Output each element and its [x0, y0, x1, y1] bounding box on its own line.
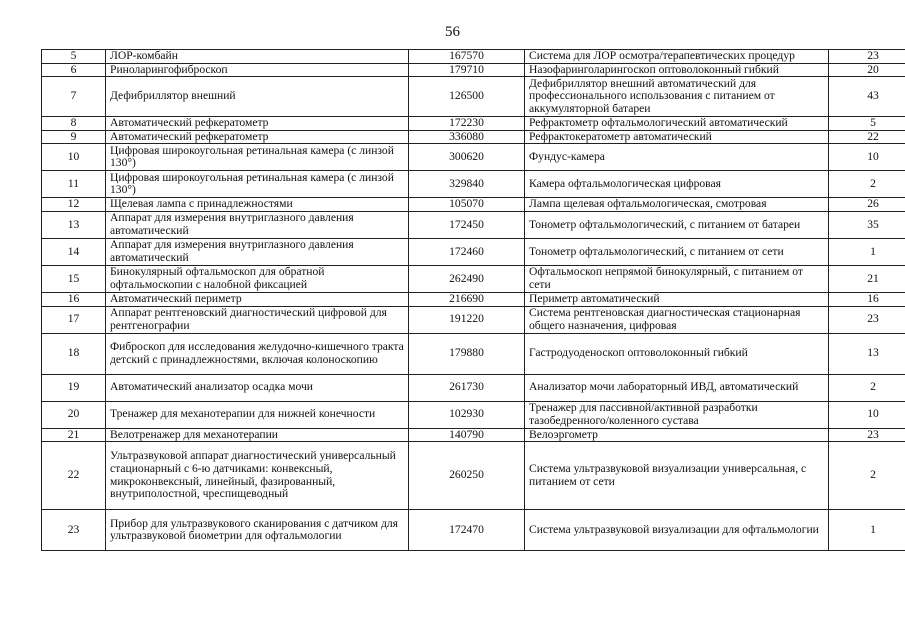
table-row	[42, 428, 905, 442]
equipment-code: 172230	[409, 117, 525, 131]
quantity: 2	[829, 442, 905, 510]
equipment-type: Рефрактокератометр автоматический	[525, 130, 829, 144]
quantity: 1	[829, 238, 905, 265]
equipment-name: Аппарат для измерения внутриглазного давления автоматический	[106, 211, 409, 238]
table-row	[42, 265, 905, 292]
quantity: 2	[829, 171, 905, 198]
table-row	[42, 510, 905, 551]
equipment-code: 172450	[409, 211, 525, 238]
equipment-name: Фиброскоп для исследования желудочно-кишечного тракта детский с принадлежностями, включая колоноскопию	[106, 333, 409, 374]
page-number: 56	[445, 24, 460, 40]
equipment-type: Периметр автоматический	[525, 292, 829, 306]
equipment-name: Велотренажер для механотерапии	[106, 428, 409, 442]
equipment-type: Гастродуоденоскоп оптоволоконный гибкий	[525, 333, 829, 374]
table-row	[42, 333, 905, 374]
equipment-name: Автоматический анализатор осадка мочи	[106, 374, 409, 401]
equipment-code: 102930	[409, 401, 525, 428]
quantity: 20	[829, 63, 905, 77]
equipment-name: Риноларингофиброскоп	[106, 63, 409, 77]
equipment-type: Система рентгеновская диагностическая стационарная общего назначения, цифровая	[525, 306, 829, 333]
table-row	[42, 306, 905, 333]
equipment-type: Система ультразвуковой визуализации универсальная, с питанием от сети	[525, 442, 829, 510]
equipment-name: Тренажер для механотерапии для нижней конечности	[106, 401, 409, 428]
table-row	[42, 211, 905, 238]
row-number: 12	[42, 198, 106, 212]
equipment-name: Автоматический рефкератометр	[106, 117, 409, 131]
equipment-name: Дефибриллятор внешний	[106, 77, 409, 117]
quantity: 16	[829, 292, 905, 306]
quantity: 5	[829, 117, 905, 131]
equipment-table	[41, 49, 905, 551]
quantity: 43	[829, 77, 905, 117]
row-number: 17	[42, 306, 106, 333]
row-number: 6	[42, 63, 106, 77]
equipment-code: 167570	[409, 50, 525, 64]
equipment-name: Автоматический периметр	[106, 292, 409, 306]
quantity: 26	[829, 198, 905, 212]
table-row	[42, 144, 905, 171]
equipment-type: Офтальмоскоп непрямой бинокулярный, с питанием от сети	[525, 265, 829, 292]
equipment-type: Тонометр офтальмологический, с питанием от батареи	[525, 211, 829, 238]
table-row	[42, 50, 905, 64]
equipment-type: Тонометр офтальмологический, с питанием от сети	[525, 238, 829, 265]
equipment-type: Система ультразвуковой визуализации для офтальмологии	[525, 510, 829, 551]
equipment-type: Система для ЛОР осмотра/терапевтических процедур	[525, 50, 829, 64]
equipment-code: 172470	[409, 510, 525, 551]
quantity: 21	[829, 265, 905, 292]
table-row	[42, 292, 905, 306]
equipment-name: Ультразвуковой аппарат диагностический универсальный стационарный с 6-ю датчиками: конвексный, микроконвексный, линейный, фазированный, внутриполостной, чреспищеводный	[106, 442, 409, 510]
row-number: 23	[42, 510, 106, 551]
equipment-type: Камера офтальмологическая цифровая	[525, 171, 829, 198]
equipment-name: Бинокулярный офтальмоскоп для обратной офтальмоскопии с налобной фиксацией	[106, 265, 409, 292]
quantity: 1	[829, 510, 905, 551]
quantity: 10	[829, 144, 905, 171]
equipment-code: 179710	[409, 63, 525, 77]
row-number: 8	[42, 117, 106, 131]
equipment-code: 191220	[409, 306, 525, 333]
equipment-code: 261730	[409, 374, 525, 401]
equipment-name: Прибор для ультразвукового сканирования с датчиком для ультразвуковой биометрии для офтальмологии	[106, 510, 409, 551]
row-number: 20	[42, 401, 106, 428]
row-number: 16	[42, 292, 106, 306]
table-body	[42, 50, 905, 551]
equipment-code: 329840	[409, 171, 525, 198]
equipment-code: 216690	[409, 292, 525, 306]
equipment-code: 172460	[409, 238, 525, 265]
table-row	[42, 374, 905, 401]
quantity: 23	[829, 50, 905, 64]
equipment-name: Аппарат для измерения внутриглазного давления автоматический	[106, 238, 409, 265]
row-number: 13	[42, 211, 106, 238]
quantity: 13	[829, 333, 905, 374]
table-row	[42, 130, 905, 144]
table-row	[42, 171, 905, 198]
row-number: 22	[42, 442, 106, 510]
equipment-type: Лампа щелевая офтальмологическая, смотровая	[525, 198, 829, 212]
row-number: 21	[42, 428, 106, 442]
row-number: 7	[42, 77, 106, 117]
quantity: 23	[829, 428, 905, 442]
table-row	[42, 442, 905, 510]
table-row	[42, 77, 905, 117]
equipment-type: Велоэргометр	[525, 428, 829, 442]
row-number: 9	[42, 130, 106, 144]
quantity: 35	[829, 211, 905, 238]
table-row	[42, 198, 905, 212]
quantity: 2	[829, 374, 905, 401]
equipment-name: Автоматический рефкератометр	[106, 130, 409, 144]
equipment-code: 126500	[409, 77, 525, 117]
equipment-type: Фундус-камера	[525, 144, 829, 171]
row-number: 18	[42, 333, 106, 374]
equipment-code: 179880	[409, 333, 525, 374]
equipment-name: Цифровая широкоугольная ретинальная камера (с линзой 130°)	[106, 171, 409, 198]
equipment-name: Аппарат рентгеновский диагностический цифровой для рентгенографии	[106, 306, 409, 333]
equipment-code: 105070	[409, 198, 525, 212]
equipment-type: Анализатор мочи лабораторный ИВД, автоматический	[525, 374, 829, 401]
equipment-code: 336080	[409, 130, 525, 144]
row-number: 11	[42, 171, 106, 198]
equipment-code: 260250	[409, 442, 525, 510]
row-number: 19	[42, 374, 106, 401]
equipment-name: Цифровая широкоугольная ретинальная камера (с линзой 130°)	[106, 144, 409, 171]
equipment-code: 262490	[409, 265, 525, 292]
equipment-name: ЛОР-комбайн	[106, 50, 409, 64]
table-row	[42, 238, 905, 265]
row-number: 5	[42, 50, 106, 64]
equipment-code: 300620	[409, 144, 525, 171]
table-row	[42, 401, 905, 428]
row-number: 10	[42, 144, 106, 171]
equipment-type: Дефибриллятор внешний автоматический для профессионального использования с питанием от аккумуляторной батареи	[525, 77, 829, 117]
equipment-type: Назофаринголарингоскоп оптоволоконный гибкий	[525, 63, 829, 77]
equipment-type: Рефрактометр офтальмологический автоматический	[525, 117, 829, 131]
quantity: 23	[829, 306, 905, 333]
row-number: 15	[42, 265, 106, 292]
equipment-name: Щелевая лампа с принадлежностями	[106, 198, 409, 212]
quantity: 10	[829, 401, 905, 428]
table-row	[42, 117, 905, 131]
quantity: 22	[829, 130, 905, 144]
row-number: 14	[42, 238, 106, 265]
equipment-code: 140790	[409, 428, 525, 442]
table-row	[42, 63, 905, 77]
equipment-type: Тренажер для пассивной/активной разработки тазобедренного/коленного сустава	[525, 401, 829, 428]
